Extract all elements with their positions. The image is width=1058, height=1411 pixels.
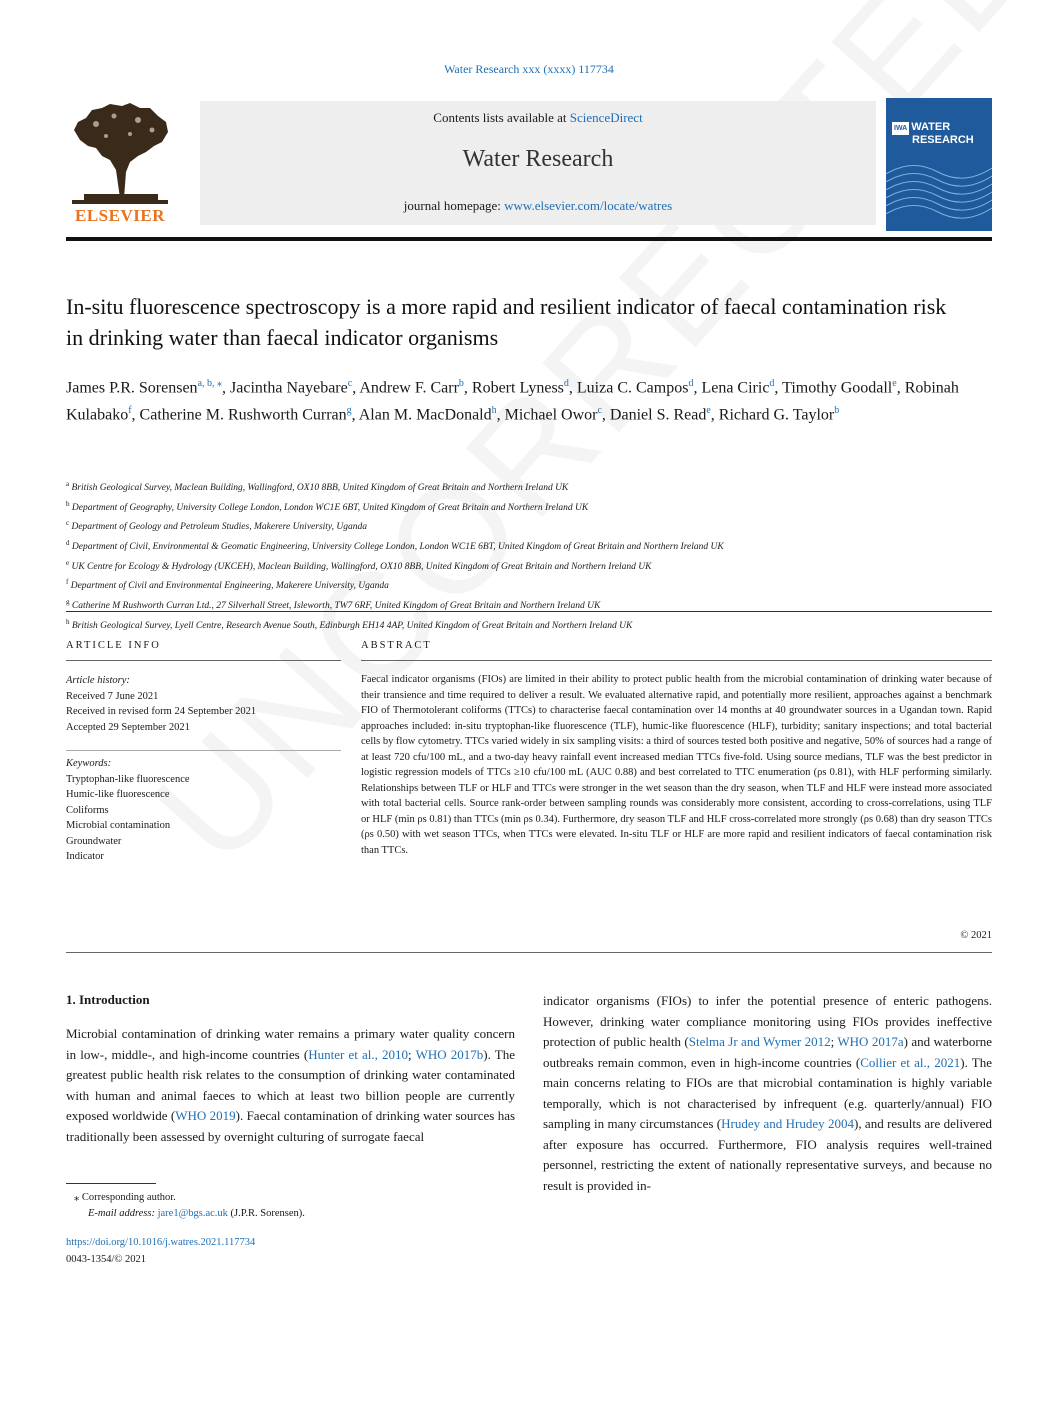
affiliation-text: Department of Civil, Environmental & Geomatic Engineering, University College London, London WC1E 6BT, United Kingdom of Great Britain and Northern Ireland UK [69,542,724,553]
affiliation-key: a [66,480,70,488]
cover-wave-graphic [886,154,992,231]
affiliation-key: g [66,597,70,606]
introduction-column-2 [543,991,992,1196]
author-name: Alan M. MacDonald [358,406,492,424]
author-email-link[interactable]: jare1@bgs.ac.uk [157,1208,228,1219]
body-text: ), and results are delivered after exposure has occurred. Furthermore, FIO analysis requires well-trained personnel, restricting the extent of nationally representative surveys, and because no result is provided in- [543,1116,992,1193]
author-affiliation-mark[interactable]: a, b, ⁎ [197,378,223,389]
keywords-rule [66,750,341,751]
author-affiliation-mark[interactable]: c [347,378,353,389]
revised-date: Received in revised form 24 September 2021 [66,706,257,717]
abstract-heading: ABSTRACT [361,640,432,651]
author-affiliation-mark[interactable]: e [706,405,711,417]
author-affiliation-mark[interactable]: f [128,405,132,417]
elsevier-wordmark: ELSEVIER [75,206,165,225]
citation-link[interactable]: WHO 2019 [175,1108,236,1123]
affiliation-item [66,615,992,635]
contents-line [200,110,876,126]
body-text: ) and waterborne outbreaks remain common, even in high-income countries ( [543,1034,992,1070]
author-name: Michael Owor [504,406,598,424]
affiliation-divider [66,611,992,612]
citation-link[interactable]: WHO 2017b [415,1046,484,1062]
contents-prefix: Contents lists available at [433,110,567,125]
citation-link[interactable]: Hunter et al., 2010 [308,1046,409,1062]
author-name: Luiza C. Campos [576,379,689,397]
body-text: Microbial contamination of drinking water remains a primary water quality concern in low-, middle-, and high-income countries ( [66,1026,515,1062]
author-name: Daniel S. Read [609,406,707,424]
body-text: ). The main concerns relating to FIOs are that microbial contamination is highly variable temporally, which is not characterised by infrequent (e.g. quarterly/annual) FIO sampling in many circumstances ( [543,1054,993,1131]
keyword-item: Microbial contamination [66,820,171,831]
author-affiliation-mark[interactable]: c [597,405,602,417]
citation-link[interactable]: Collier et al., 2021 [860,1054,961,1070]
affiliation-item [66,575,992,595]
affiliation-text: British Geological Survey, Lyell Centre, Research Avenue South, Edinburgh EH14 4AP, United Kingdom of Great Britain and Northern Ireland UK [69,620,633,631]
corresponding-footnote [66,1190,515,1222]
author-affiliation-mark[interactable]: d [769,378,775,389]
affiliation-key: d [66,538,70,547]
author-affiliation-mark[interactable]: b [834,405,840,417]
cover-iwa-badge: IWA [892,122,909,135]
affiliation-text: Catherine M Rushworth Curran Ltd., 27 Silverhall Street, Isleworth, TW7 6RF, United Kingdom of Great Britain and Northern Ireland UK [69,601,601,612]
keyword-item: Indicator [66,851,104,862]
affiliation-item [66,536,992,556]
abstract-text: Faecal indicator organisms (FIOs) are limited in their ability to protect public health from the microbial contamination of drinking water because of their transience and time required to deliver a result. We evaluated alternative rapid, and potentially more resilient, approaches against a benchmark FIO of Thermotolerant coliforms (TTCs) to characterise faecal contamination over 14 months at 40 groundwater sources in a Ugandan town. Rapid approaches included: in-situ tryptophan-like fluorescence (TLF), humic-like fluorescence (HLF), turbidity; sanitary inspections; and total bacterial cells by flow cytometry. TTCs varied widely in six sampling visits: a third of sources tested both positive and negative, 50% of sources had a range of at least 720 cfu/100 mL, and a two-day heavy rainfall event increased median TTCs five-fold. Using source medians, TLF was the best predictor in logistic regression models of TTCs ≥10 cfu/100 mL (AUC 0.88) and best correlated to TTC enumeration (ρs 0.81), with HLF performing similarly. Relationships between TLF or HLF and TTCs were stronger in the wet season than the dry season, when TLF and HLF were instead more associated with total bacterial cells. Source rank-order between sampling rounds was considerably more consistent, according to cross-correlations, using TLF or HLF (min ρs 0.81) than TTCs (min ρs 0.34). Furthermore, dry season TLF and HLF cross-correlated more strongly (ρs 0.68) than dry season TTCs (ρs 0.50) with wet season TTCs, when TTCs were elevated. In-situ TLF or HLF are more rapid and resilient indicators of faecal contamination risk than TTCs. [361,674,992,856]
body-text: ). Faecal contamination of drinking water sources has traditionally been assessed by overnight culturing of surrogate faecal [66,1108,516,1144]
author-name: Timothy Goodall [782,379,893,397]
body-text: indicator organisms (FIOs) to infer the potential presence of enteric pathogens. However, drinking water compliance monitoring using FIOs provides ineffective protection of public health ( [543,993,992,1049]
author-name: Catherine M. Rushworth Curran [139,406,347,424]
keywords-label: Keywords: [66,758,112,769]
affiliation-item [66,516,992,536]
journal-citation-link[interactable]: Water Research xxx (xxxx) 117734 [444,62,614,76]
affiliation-item [66,556,992,576]
author-affiliation-mark[interactable]: d [688,378,694,389]
author-name: Richard G. Taylor [718,406,835,424]
history-label: Article history: [66,675,130,686]
affiliation-text: UK Centre for Ecology & Hydrology (UKCEH), Maclean Building, Wallingford, OX10 8BB, United Kingdom of Great Britain and Northern Ireland UK [69,561,652,572]
affiliation-key: e [66,558,70,567]
author-name: Andrew F. Carr [359,379,459,397]
homepage-prefix: journal homepage: [403,198,501,213]
keyword-item: Tryptophan-like fluorescence [66,773,190,785]
affiliation-item [66,477,992,497]
abstract-bottom-rule [66,952,992,953]
body-text: ; [830,1034,838,1049]
author-affiliation-mark[interactable]: e [892,378,897,389]
author-affiliation-mark[interactable]: b [458,378,464,389]
keywords-block [66,756,341,865]
received-date: Received 7 June 2021 [66,690,159,702]
article-info-rule [66,660,341,661]
author-name: James P.R. Sorensen [66,379,198,397]
affiliation-key: f [66,578,69,587]
doi-link[interactable]: https://doi.org/10.1016/j.watres.2021.117734 [66,1237,256,1248]
corresponding-label: Corresponding author. [81,1192,176,1203]
affiliation-text: Department of Geology and Petroleum Studies, Makerere University, Uganda [69,522,367,533]
introduction-heading: 1. Introduction [66,992,150,1007]
journal-cover-image[interactable] [886,98,992,231]
journal-homepage-link[interactable]: www.elsevier.com/locate/watres [504,198,673,213]
homepage-line [200,198,876,214]
body-text: ; [408,1046,416,1062]
email-suffix: (J.P.R. Sorensen). [230,1208,305,1219]
sciencedirect-link[interactable]: ScienceDirect [569,110,643,125]
keyword-item: Humic-like fluorescence [66,789,170,800]
introduction-column-1 [66,1024,515,1147]
journal-title: Water Research [462,146,614,172]
body-text: ). The greatest public health risk relates to the consumption of drinking water contaminated with human and animal faeces to which at least two billion people are currently exposed worldwide ( [66,1046,515,1123]
abstract-rule [361,660,992,661]
author-name: Robinah Kulabako [66,379,959,424]
article-info-heading: ARTICLE INFO [66,640,161,651]
affiliation-key: c [66,519,70,528]
article-title: In-situ fluorescence spectroscopy is a more rapid and resilient indicator of faecal contamination risk in drinking water than faecal indicator organisms [66,294,947,350]
cover-title: IWA WATER RESEARCH [894,121,974,146]
footnote-rule [66,1183,156,1184]
issn-copyright: 0043-1354/© 2021 [66,1254,147,1265]
accepted-date: Accepted 29 September 2021 [66,721,190,733]
citation-link[interactable]: Hrudey and Hrudey 2004 [721,1116,854,1131]
article-history [66,673,341,735]
affiliation-key: h [66,617,70,626]
affiliation-item [66,497,992,517]
keyword-item: Coliforms [66,804,109,816]
affiliation-text: British Geological Survey, Maclean Building, Wallingford, OX10 8BB, United Kingdom of Great Britain and Northern Ireland UK [69,483,569,494]
author-list: James P.R. Sorensen$^{a, b, ⁎}$, Jacintha Nayebare$^c$, Andrew F. Carr$^b$, Robert Lyness$^d$, Luiza C. Campos$^d$, Lena Ciric$^d$, Timothy Goodall$^e$, Robinah Kulabako$^f$, Catherine M. Rushworth Curran$^g$, Alan M. MacDonald$^h$, Michael Owor$^c$, Daniel S. Read$^e$, Richard G. Taylor$^b$ [66,378,959,424]
citation-link[interactable]: WHO 2017a [837,1034,904,1049]
author-name: Lena Ciric [701,379,770,397]
author-affiliation-mark[interactable]: g [346,405,352,417]
affiliation-text: Department of Geography, University College London, London WC1E 6BT, United Kingdom of Great Britain and Northern Ireland UK [69,502,589,513]
author-name: Robert Lyness [471,379,564,397]
asterisk-mark: ⁎ [74,1192,80,1203]
email-label: E-mail address: [88,1208,155,1219]
author-name: Jacintha Nayebare [230,379,348,397]
abstract-copyright: © 2021 [960,930,992,941]
citation-link[interactable]: Stelma Jr and Wymer 2012 [688,1034,831,1049]
affiliation-key: b [66,499,70,508]
affiliation-text: Department of Civil and Environmental Engineering, Makerere University, Uganda [68,581,389,592]
header-divider [66,237,992,241]
author-affiliation-mark[interactable]: h [491,405,497,417]
keyword-item: Groundwater [66,835,122,847]
author-affiliation-mark[interactable]: d [563,378,569,389]
